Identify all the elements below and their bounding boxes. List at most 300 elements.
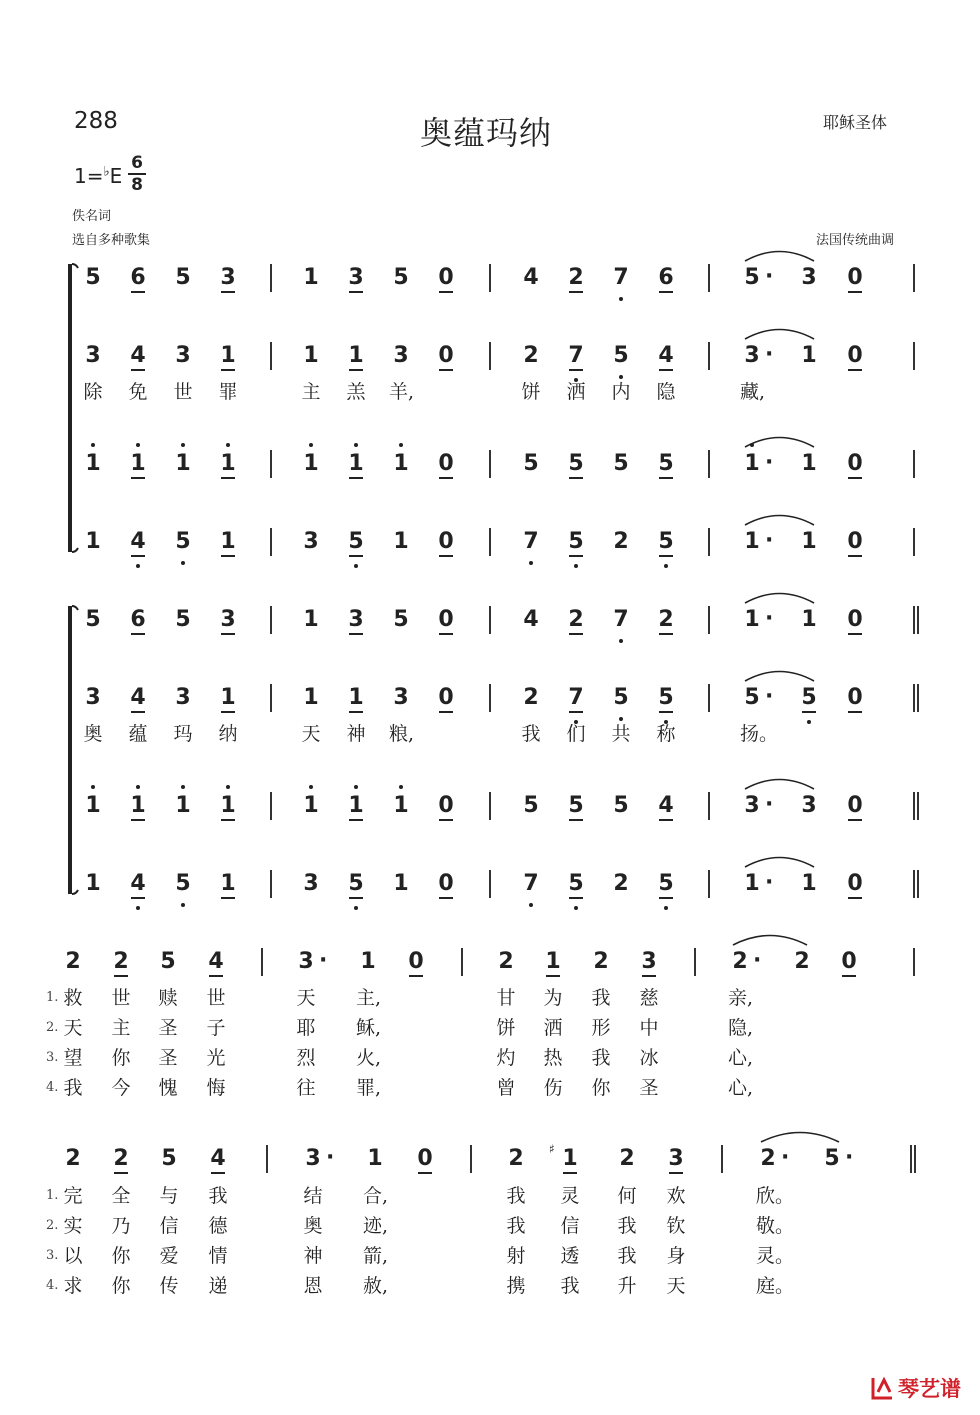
note: 0: [434, 872, 458, 896]
barline: [489, 342, 491, 370]
lyric-syllable: 羊,: [389, 381, 415, 403]
lyric-syllable: 欣。: [756, 1185, 795, 1207]
note: 0: [434, 794, 458, 818]
barline: [489, 264, 491, 292]
note: 5: [171, 530, 195, 554]
underline: [439, 819, 453, 821]
barline: [270, 684, 272, 712]
underline: [439, 897, 453, 899]
note: 2 ·: [760, 1145, 790, 1171]
lyric-syllable: 洒: [543, 1017, 563, 1039]
note: 3: [393, 343, 409, 368]
note: 4: [204, 950, 228, 974]
note: 5: [85, 265, 101, 290]
lyric-syllable: 玛: [173, 723, 193, 745]
underline: [659, 369, 673, 371]
system1-brace: [60, 262, 80, 554]
underline: [439, 477, 453, 479]
barline: [913, 450, 915, 478]
note: 4: [126, 872, 150, 896]
underline: [221, 291, 235, 293]
lyric-syllable: 实: [63, 1215, 83, 1237]
note: 1: [303, 265, 319, 290]
verse-number: 2.: [46, 1020, 59, 1035]
note: 7: [609, 608, 633, 632]
underline: [221, 477, 235, 479]
note: 1: [393, 529, 409, 554]
barline: [721, 1145, 723, 1173]
hymn-number: 288: [74, 108, 118, 134]
barline: [913, 684, 915, 712]
note: 4: [126, 686, 150, 710]
note: 5: [344, 872, 368, 896]
underline: [439, 369, 453, 371]
dot-above: [354, 443, 358, 447]
barline: [694, 948, 696, 976]
note: 5: [160, 949, 176, 974]
note: 0: [843, 530, 867, 554]
underline: [569, 555, 583, 557]
dot-below: [529, 561, 533, 565]
barline: [708, 684, 710, 712]
note: 1 ·: [740, 452, 764, 476]
lyric-syllable: 粮,: [389, 723, 415, 745]
underline: [848, 819, 862, 821]
note: 1: [299, 794, 323, 818]
note: 5: [654, 452, 678, 476]
note: 1: [389, 794, 413, 818]
note: 2: [65, 1146, 81, 1171]
composer-label: 法国传统曲调: [816, 233, 895, 248]
dot-below: [574, 906, 578, 910]
lyric-syllable: 圣: [158, 1047, 178, 1069]
note: 0: [843, 344, 867, 368]
lyric-syllable: 心,: [728, 1047, 754, 1069]
lyric-syllable: 求: [63, 1275, 83, 1297]
lyric-syllable: 你: [111, 1275, 131, 1297]
note: 0: [404, 950, 428, 974]
note: 5: [654, 686, 678, 710]
note: 0: [413, 1147, 437, 1171]
lyric-syllable: 子: [206, 1017, 226, 1039]
underline: [546, 975, 560, 977]
underline: [848, 711, 862, 713]
dot-below: [664, 564, 668, 568]
underline: [221, 555, 235, 557]
barline: [913, 264, 915, 292]
note: 5: [523, 793, 539, 818]
note: 5: [797, 686, 821, 710]
note: 5: [609, 344, 633, 368]
dot-above: [309, 785, 313, 789]
note: 1: [303, 685, 319, 710]
lyric-syllable: 德: [208, 1215, 228, 1237]
note: 1: [216, 686, 240, 710]
lyric-syllable: 递: [208, 1275, 228, 1297]
barline: [270, 606, 272, 634]
time-signature: [128, 153, 146, 195]
note: 3 ·: [298, 948, 328, 974]
barline: [489, 870, 491, 898]
augmentation-dot: ·: [326, 1145, 335, 1170]
underline: [131, 291, 145, 293]
augmentation-dot: ·: [753, 948, 762, 973]
barline: [489, 450, 491, 478]
underline: [221, 369, 235, 371]
underline: [221, 633, 235, 635]
dot-below: [664, 906, 668, 910]
note: 1: [389, 452, 413, 476]
note: 5: [564, 530, 588, 554]
note: 6: [126, 266, 150, 290]
verse-number: 2.: [46, 1218, 59, 1233]
dot-below: [807, 720, 811, 724]
augmentation-dot: ·: [781, 1145, 790, 1170]
note: 3: [801, 265, 817, 290]
slur: [744, 852, 815, 868]
note: 5: [654, 872, 678, 896]
note: 1: [126, 452, 150, 476]
underline: [221, 711, 235, 713]
underline: [569, 897, 583, 899]
lyricist-label: 佚名词: [72, 209, 112, 224]
lyric-syllable: 我: [591, 1047, 611, 1069]
underline: [349, 291, 363, 293]
note: 2: [508, 1146, 524, 1171]
dot-below: [136, 906, 140, 910]
lyric-syllable: 射: [506, 1245, 526, 1267]
lyric-syllable: 冰: [639, 1047, 659, 1069]
note: 1: [393, 871, 409, 896]
lyric-syllable: 何: [617, 1185, 637, 1207]
lyric-syllable: 灵。: [756, 1245, 795, 1267]
source-label: 选自多种歌集: [72, 233, 151, 248]
lyric-syllable: 天: [666, 1275, 686, 1297]
key-letter: E: [109, 164, 123, 188]
note: 2: [564, 608, 588, 632]
lyric-syllable: 天: [296, 987, 316, 1009]
dot-above: [226, 785, 230, 789]
underline: [131, 633, 145, 635]
note: 7: [609, 266, 633, 290]
lyric-syllable: 烈: [296, 1047, 316, 1069]
note: 5: [654, 530, 678, 554]
note: 7: [519, 530, 543, 554]
note: 1: [344, 794, 368, 818]
lyric-syllable: 为: [543, 987, 563, 1009]
note: 1: [303, 343, 319, 368]
note: 3: [344, 266, 368, 290]
note: 0: [434, 686, 458, 710]
lyric-syllable: 心,: [728, 1077, 754, 1099]
note: 5 ·: [744, 264, 774, 290]
lyric-syllable: 箭,: [363, 1245, 389, 1267]
note: 0: [843, 872, 867, 896]
barline: [917, 606, 919, 634]
note: 1: [801, 871, 817, 896]
lyric-syllable: 藏,: [740, 381, 766, 403]
lyric-syllable: 我: [560, 1275, 580, 1297]
lyric-syllable: 洒: [566, 381, 586, 403]
lyric-syllable: 身: [666, 1245, 686, 1267]
augmentation-dot: ·: [765, 450, 774, 475]
note: 1: [801, 451, 817, 476]
lyric-syllable: 蕴: [128, 723, 148, 745]
augmentation-dot: ·: [319, 948, 328, 973]
underline: [848, 633, 862, 635]
note: 3 ·: [744, 342, 774, 368]
dot-below: [136, 564, 140, 568]
logo-mark-icon: [870, 1374, 896, 1402]
underline: [563, 1172, 577, 1174]
barline: [470, 1145, 472, 1173]
underline: [439, 291, 453, 293]
underline: [349, 711, 363, 713]
note: 3: [175, 343, 191, 368]
lyric-syllable: 我: [521, 723, 541, 745]
dot-above: [91, 443, 95, 447]
lyric-syllable: 天: [301, 723, 321, 745]
underline: [569, 477, 583, 479]
barline: [461, 948, 463, 976]
underline: [848, 555, 862, 557]
note: 6: [654, 266, 678, 290]
barline: [913, 792, 915, 820]
time-bottom: 8: [131, 174, 143, 195]
underline: [802, 711, 816, 713]
underline: [659, 477, 673, 479]
barline: [910, 1145, 912, 1173]
underline: [848, 477, 862, 479]
verse-number: 1.: [46, 1188, 59, 1203]
dot-below: [619, 297, 623, 301]
underline: [569, 819, 583, 821]
lyric-syllable: 今: [111, 1077, 131, 1099]
lyric-syllable: 圣: [639, 1077, 659, 1099]
dot-below: [619, 717, 623, 721]
lyric-syllable: 共: [611, 723, 631, 745]
lyric-syllable: 我: [208, 1185, 228, 1207]
underline: [439, 555, 453, 557]
barline: [270, 264, 272, 292]
lyric-syllable: 纳: [218, 723, 238, 745]
lyric-syllable: 乃: [111, 1215, 131, 1237]
dot-below: [181, 561, 185, 565]
key-signature: [74, 164, 122, 188]
lyric-syllable: 愧: [158, 1077, 178, 1099]
note: 5: [564, 872, 588, 896]
time-top: 6: [131, 153, 143, 173]
underline: [221, 819, 235, 821]
note: 6: [126, 608, 150, 632]
sharp-sign: ♯: [549, 1142, 555, 1156]
note: 4: [654, 344, 678, 368]
lyric-syllable: 结: [303, 1185, 323, 1207]
note: 2: [65, 949, 81, 974]
note: 0: [843, 608, 867, 632]
underline: [131, 897, 145, 899]
underline: [349, 555, 363, 557]
note: 1 ♯: [558, 1147, 582, 1171]
note: 2: [613, 529, 629, 554]
underline: [409, 975, 423, 977]
note: 3: [216, 608, 240, 632]
lyric-syllable: 信: [159, 1215, 179, 1237]
slur: [744, 588, 815, 604]
lyric-syllable: 隐: [656, 381, 676, 403]
dot-above: [399, 443, 403, 447]
note: 1: [171, 452, 195, 476]
dot-above: [136, 443, 140, 447]
barline: [708, 792, 710, 820]
lyric-syllable: 我: [617, 1215, 637, 1237]
note: 1: [216, 872, 240, 896]
verse-number: 4.: [46, 1278, 59, 1293]
augmentation-dot: ·: [765, 870, 774, 895]
dot-below: [619, 375, 623, 379]
lyric-syllable: 火,: [356, 1047, 382, 1069]
barline: [708, 870, 710, 898]
underline: [114, 1172, 128, 1174]
lyric-syllable: 信: [560, 1215, 580, 1237]
lyric-syllable: 世: [111, 987, 131, 1009]
augmentation-dot: ·: [845, 1145, 854, 1170]
barline: [261, 948, 263, 976]
barline: [270, 528, 272, 556]
note: 2: [523, 343, 539, 368]
barline: [913, 870, 915, 898]
slur: [732, 930, 808, 946]
note: 2: [498, 949, 514, 974]
lyric-syllable: 赦,: [363, 1275, 389, 1297]
note: 1: [801, 607, 817, 632]
note: 5: [171, 872, 195, 896]
note: 3: [85, 343, 101, 368]
note: 3: [216, 266, 240, 290]
lyric-syllable: 完: [63, 1185, 83, 1207]
lyric-syllable: 全: [111, 1185, 131, 1207]
augmentation-dot: ·: [765, 342, 774, 367]
note: 1 ·: [744, 528, 774, 554]
underline: [439, 711, 453, 713]
underline: [349, 819, 363, 821]
lyric-syllable: 羔: [346, 381, 366, 403]
note: 3: [801, 793, 817, 818]
barline: [708, 450, 710, 478]
note: 5: [161, 1146, 177, 1171]
dot-above: [399, 785, 403, 789]
barline: [266, 1145, 268, 1173]
note: 1: [171, 794, 195, 818]
note: 1: [216, 344, 240, 368]
note: 0: [434, 344, 458, 368]
barline: [489, 606, 491, 634]
augmentation-dot: ·: [765, 792, 774, 817]
note: 4: [523, 265, 539, 290]
slur: [744, 324, 815, 340]
note: 5: [393, 265, 409, 290]
lyric-syllable: 我: [506, 1185, 526, 1207]
underline: [642, 975, 656, 977]
underline: [569, 291, 583, 293]
barline: [913, 342, 915, 370]
dot-above: [226, 443, 230, 447]
barline: [270, 792, 272, 820]
system2-brace: [60, 604, 80, 896]
note: 1: [216, 794, 240, 818]
note: 7: [564, 344, 588, 368]
lyric-syllable: 透: [560, 1245, 580, 1267]
lyric-syllable: 灵: [560, 1185, 580, 1207]
dot-above: [181, 785, 185, 789]
note: 3: [303, 529, 319, 554]
underline: [418, 1172, 432, 1174]
note: 5: [344, 530, 368, 554]
lyric-syllable: 迹,: [363, 1215, 389, 1237]
lyric-syllable: 你: [591, 1077, 611, 1099]
underline: [848, 369, 862, 371]
lyric-syllable: 圣: [158, 1017, 178, 1039]
note: 3: [344, 608, 368, 632]
verse-number: 1.: [46, 990, 59, 1005]
lyric-syllable: 们: [566, 723, 586, 745]
lyric-syllable: 救: [63, 987, 83, 1009]
barline: [917, 792, 919, 820]
note: 0: [837, 950, 861, 974]
lyric-syllable: 与: [159, 1185, 179, 1207]
lyric-syllable: 亲,: [728, 987, 754, 1009]
underline: [659, 711, 673, 713]
underline: [349, 477, 363, 479]
note: 5 ·: [824, 1145, 854, 1171]
underline: [669, 1172, 683, 1174]
note: 5: [564, 794, 588, 818]
note: 1: [344, 452, 368, 476]
slur: [760, 1127, 840, 1143]
lyric-syllable: 饼: [496, 1017, 516, 1039]
note: 1: [541, 950, 565, 974]
lyric-syllable: 你: [111, 1047, 131, 1069]
lyric-syllable: 我: [63, 1077, 83, 1099]
barline: [914, 1145, 916, 1173]
note: 1: [360, 949, 376, 974]
underline: [569, 711, 583, 713]
note: 5: [609, 686, 633, 710]
lyric-syllable: 爱: [159, 1245, 179, 1267]
dot-above: [91, 785, 95, 789]
note: 1: [344, 344, 368, 368]
underline: [349, 897, 363, 899]
watermark-logo: [870, 1373, 961, 1403]
barline: [913, 948, 915, 976]
lyric-syllable: 中: [639, 1017, 659, 1039]
note: 2: [619, 1146, 635, 1171]
lyric-syllable: 我: [591, 987, 611, 1009]
note: 7: [564, 686, 588, 710]
note: 5: [175, 607, 191, 632]
lyric-syllable: 敬。: [756, 1215, 795, 1237]
lyric-syllable: 望: [63, 1047, 83, 1069]
lyric-syllable: 欢: [666, 1185, 686, 1207]
lyric-syllable: 世: [173, 381, 193, 403]
note: 2 ·: [732, 948, 762, 974]
note: 7: [519, 872, 543, 896]
lyric-syllable: 庭。: [756, 1275, 795, 1297]
note: 3 ·: [744, 792, 774, 818]
note: 1: [81, 452, 105, 476]
note: 2: [523, 685, 539, 710]
lyric-syllable: 形: [591, 1017, 611, 1039]
